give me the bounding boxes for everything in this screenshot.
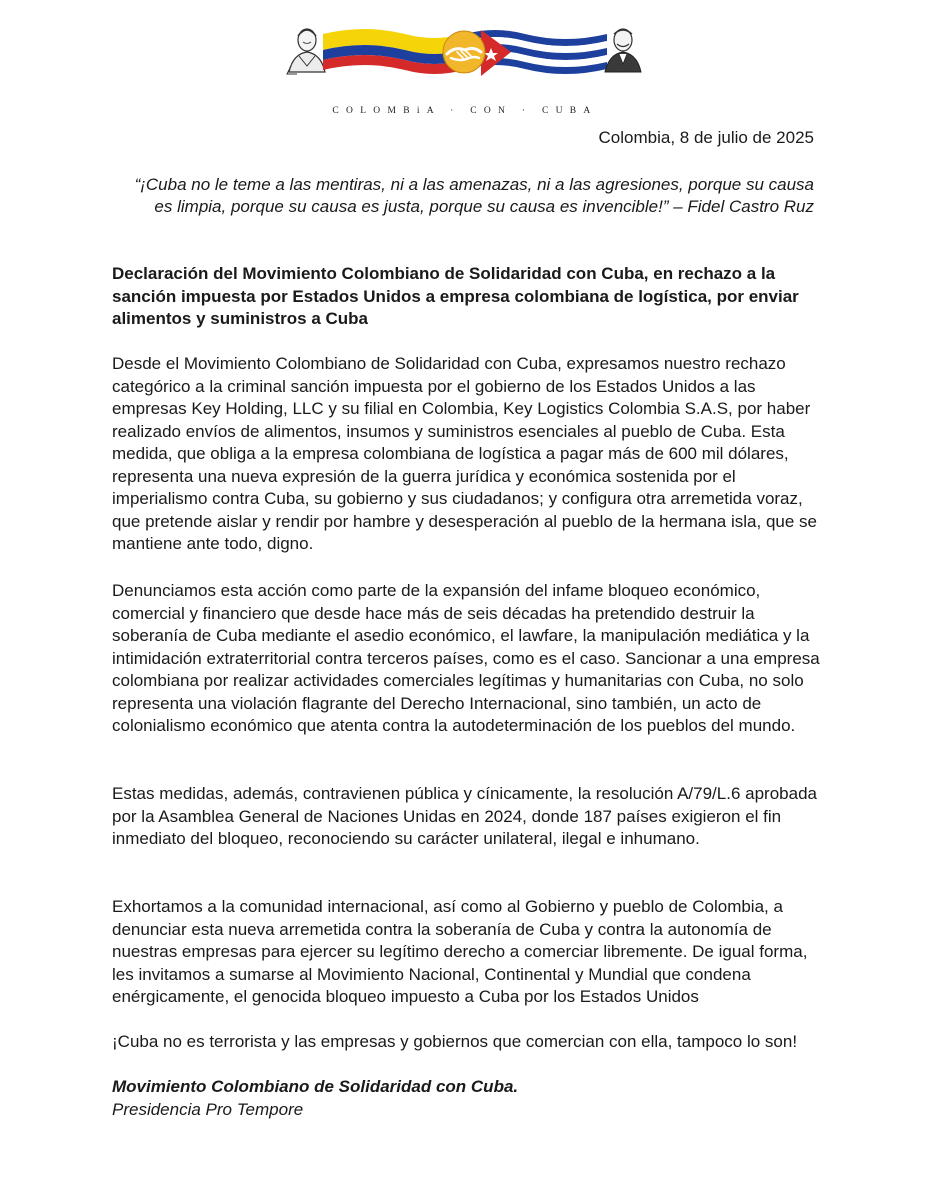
body-paragraph-1: Desde el Movimiento Colombiano de Solidaridad con Cuba, expresamos nuestro rechazo categórico a la criminal sanción impuesta por el gobierno de los Estados Unidos a las empresas Key Holding, LLC y su filial en Colombia, Key Logistics Colombia S.A.S, por haber realizado envíos de alimentos, insumos y suministros esenciales al pueblo de Cuba. Esta medida, que obliga a la empresa colombiana de logística a pagar más de 600 mil dólares, representa una nueva expresión de la guerra jurídica y económica sostenida por el imperialismo contra Cuba, su gobierno y sus ciudadanos; y configura otra arremetida voraz, que pretende aislar y rendir por hambre y desesperación al pueblo de la hermana isla, que se mantiene ante todo, digno. bbox=[112, 354, 817, 553]
signature-organization: Movimiento Colombiano de Solidaridad con Cuba. bbox=[112, 1077, 519, 1096]
body-paragraph-3: Estas medidas, además, contravienen pública y cínicamente, la resolución A/79/L.6 aprobada por la Asamblea General de Naciones Unidas en 2024, donde 187 países exigieron el fin inmediato del bloqueo, reconociendo su carácter unilateral, ilegal e inhumano. bbox=[112, 784, 817, 848]
signature-block bbox=[112, 1076, 518, 1121]
solidarity-flags-logo bbox=[285, 22, 645, 86]
header-logo bbox=[285, 22, 645, 116]
epigraph-quote: “¡Cuba no le teme a las mentiras, ni a las amenazas, ni a las agresiones, porque su causa es limpia, porque su causa es justa, porque su causa es invencible!” – Fidel Castro Ruz bbox=[134, 175, 814, 216]
logo-tagline: COLOMBiA · CON · CUBA bbox=[332, 106, 598, 116]
bolivar-portrait-icon bbox=[287, 29, 325, 74]
colombia-flag-icon bbox=[323, 29, 463, 74]
letter-date: Colombia, 8 de julio de 2025 bbox=[598, 128, 814, 147]
body-paragraph-4: Exhortamos a la comunidad internacional, así como al Gobierno y pueblo de Colombia, a denunciar esta nueva arremetida contra la soberanía de Cuba y contra la autonomía de nuestras empresas para ejercer su legítimo derecho a comerciar libremente. De igual forma, les invitamos a sumarse al Movimiento Nacional, Continental y Mundial que condena enérgicamente, el genocida bloqueo impuesto a Cuba por los Estados Unidos bbox=[112, 897, 808, 1006]
signature-role: Presidencia Pro Tempore bbox=[112, 1099, 304, 1119]
marti-portrait-icon bbox=[605, 29, 641, 72]
declaration-title: Declaración del Movimiento Colombiano de Solidaridad con Cuba, en rechazo a la sanción impuesta por Estados Unidos a empresa colombiana de logística, por enviar alimentos y suministros a Cuba bbox=[112, 264, 799, 328]
cuba-flag-icon bbox=[465, 30, 607, 76]
handshake-icon bbox=[443, 31, 485, 73]
closing-exclamation: ¡Cuba no es terrorista y las empresas y gobiernos que comercian con ella, tampoco lo son! bbox=[112, 1032, 798, 1051]
body-paragraph-2: Denunciamos esta acción como parte de la expansión del infame bloqueo económico, comercial y financiero que desde hace más de seis décadas ha pretendido destruir la soberanía de Cuba mediante el asedio económico, el lawfare, la manipulación mediática y la intimidación extraterritorial contra terceros países, como es el caso. Sancionar a una empresa colombiana por realizar actividades comerciales legítimas y humanitarias con Cuba, no solo representa una violación flagrante del Derecho Internacional, sino también, un acto de colonialismo económico que atenta contra la autodeterminación de los pueblos del mundo. bbox=[112, 581, 820, 735]
